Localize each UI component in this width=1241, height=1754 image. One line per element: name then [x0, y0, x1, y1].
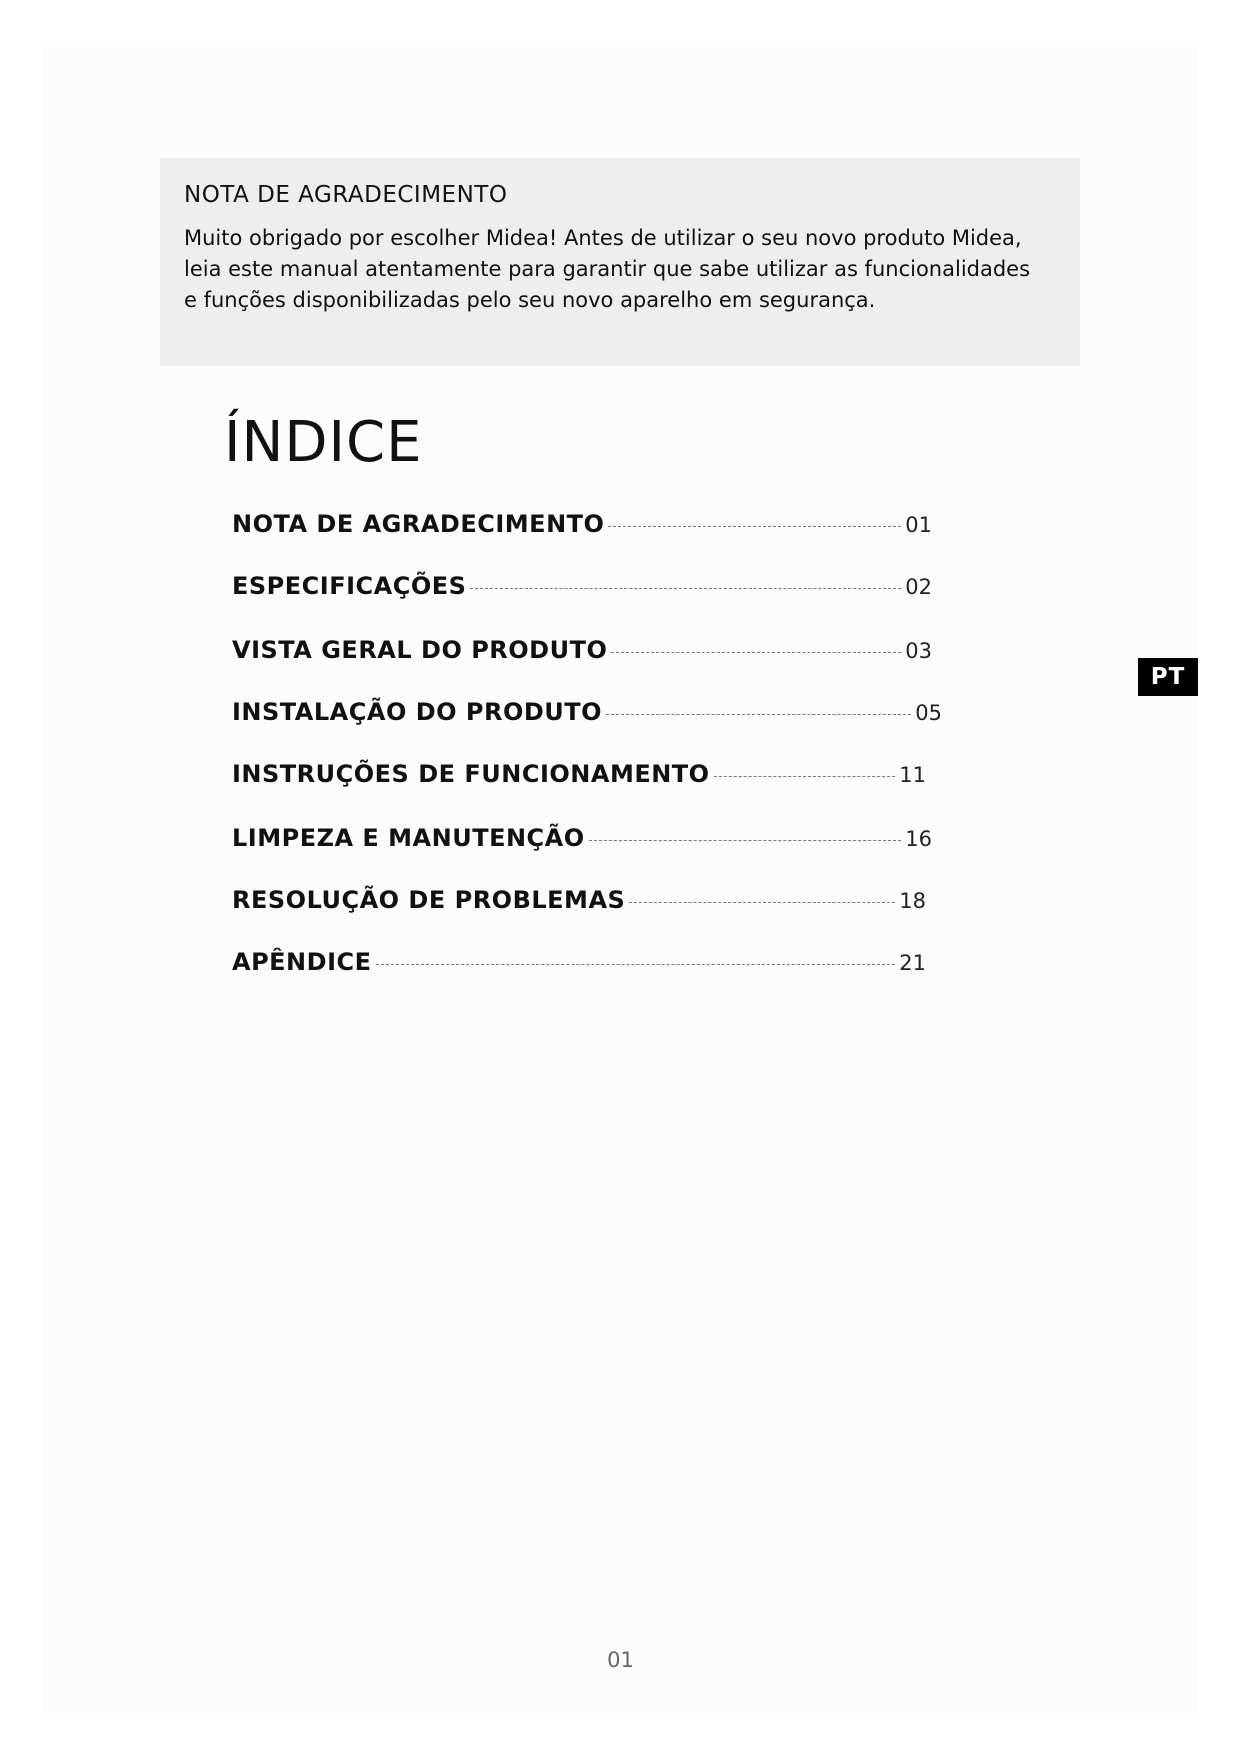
toc-leader-dots — [714, 776, 896, 777]
toc-leader-dots — [606, 714, 911, 715]
toc-entry-page: 16 — [905, 827, 932, 851]
toc-leader-dots — [589, 840, 902, 841]
toc-entry-label: RESOLUÇÃO DE PROBLEMAS — [232, 886, 626, 914]
toc-heading: ÍNDICE — [224, 410, 423, 475]
toc-entry-label: VISTA GERAL DO PRODUTO — [232, 636, 608, 664]
toc-entry-page: 03 — [905, 639, 932, 663]
toc-entry-label: ESPECIFICAÇÕES — [232, 572, 467, 600]
page-number: 01 — [607, 1648, 634, 1672]
toc-entry-limpeza-e-manutencao[interactable] — [232, 824, 932, 860]
toc-entry-page: 18 — [899, 889, 926, 913]
toc-entry-vista-geral-do-produto[interactable] — [232, 636, 932, 672]
toc-entry-label: NOTA DE AGRADECIMENTO — [232, 510, 605, 538]
toc-leader-dots — [470, 588, 901, 589]
toc-entry-label: INSTALAÇÃO DO PRODUTO — [232, 698, 603, 726]
toc-entry-label: LIMPEZA E MANUTENÇÃO — [232, 824, 585, 852]
note-title: NOTA DE AGRADECIMENTO — [184, 182, 508, 208]
toc-entry-page: 02 — [905, 575, 932, 599]
toc-entry-especificacoes[interactable] — [232, 572, 932, 608]
toc-entry-instalacao-do-produto[interactable] — [232, 698, 942, 734]
note-body: Muito obrigado por escolher Midea! Antes de utilizar o seu novo produto Midea, leia este manual atentamente para garantir que sabe utilizar as funcionalidades e funções disponibilizadas pelo seu novo aparelho em segurança. — [184, 226, 1031, 312]
toc-leader-dots — [629, 902, 895, 903]
toc-entry-resolucao-de-problemas[interactable] — [232, 886, 926, 922]
toc-leader-dots — [611, 652, 901, 653]
toc-entry-label: INSTRUÇÕES DE FUNCIONAMENTO — [232, 760, 710, 788]
toc-entry-page: 05 — [915, 701, 942, 725]
toc-entry-page: 01 — [905, 513, 932, 537]
toc-entry-apendice[interactable] — [232, 948, 926, 984]
toc-entry-nota-de-agradecimento[interactable] — [232, 510, 932, 546]
toc-entry-instrucoes-de-funcionamento[interactable] — [232, 760, 926, 796]
toc-leader-dots — [376, 964, 896, 965]
toc-leader-dots — [608, 526, 901, 527]
toc-entry-page: 21 — [899, 951, 926, 975]
toc-entry-page: 11 — [899, 763, 926, 787]
thank-you-note — [160, 158, 1080, 366]
toc-entry-label: APÊNDICE — [232, 948, 372, 976]
language-tab: PT — [1138, 658, 1198, 696]
